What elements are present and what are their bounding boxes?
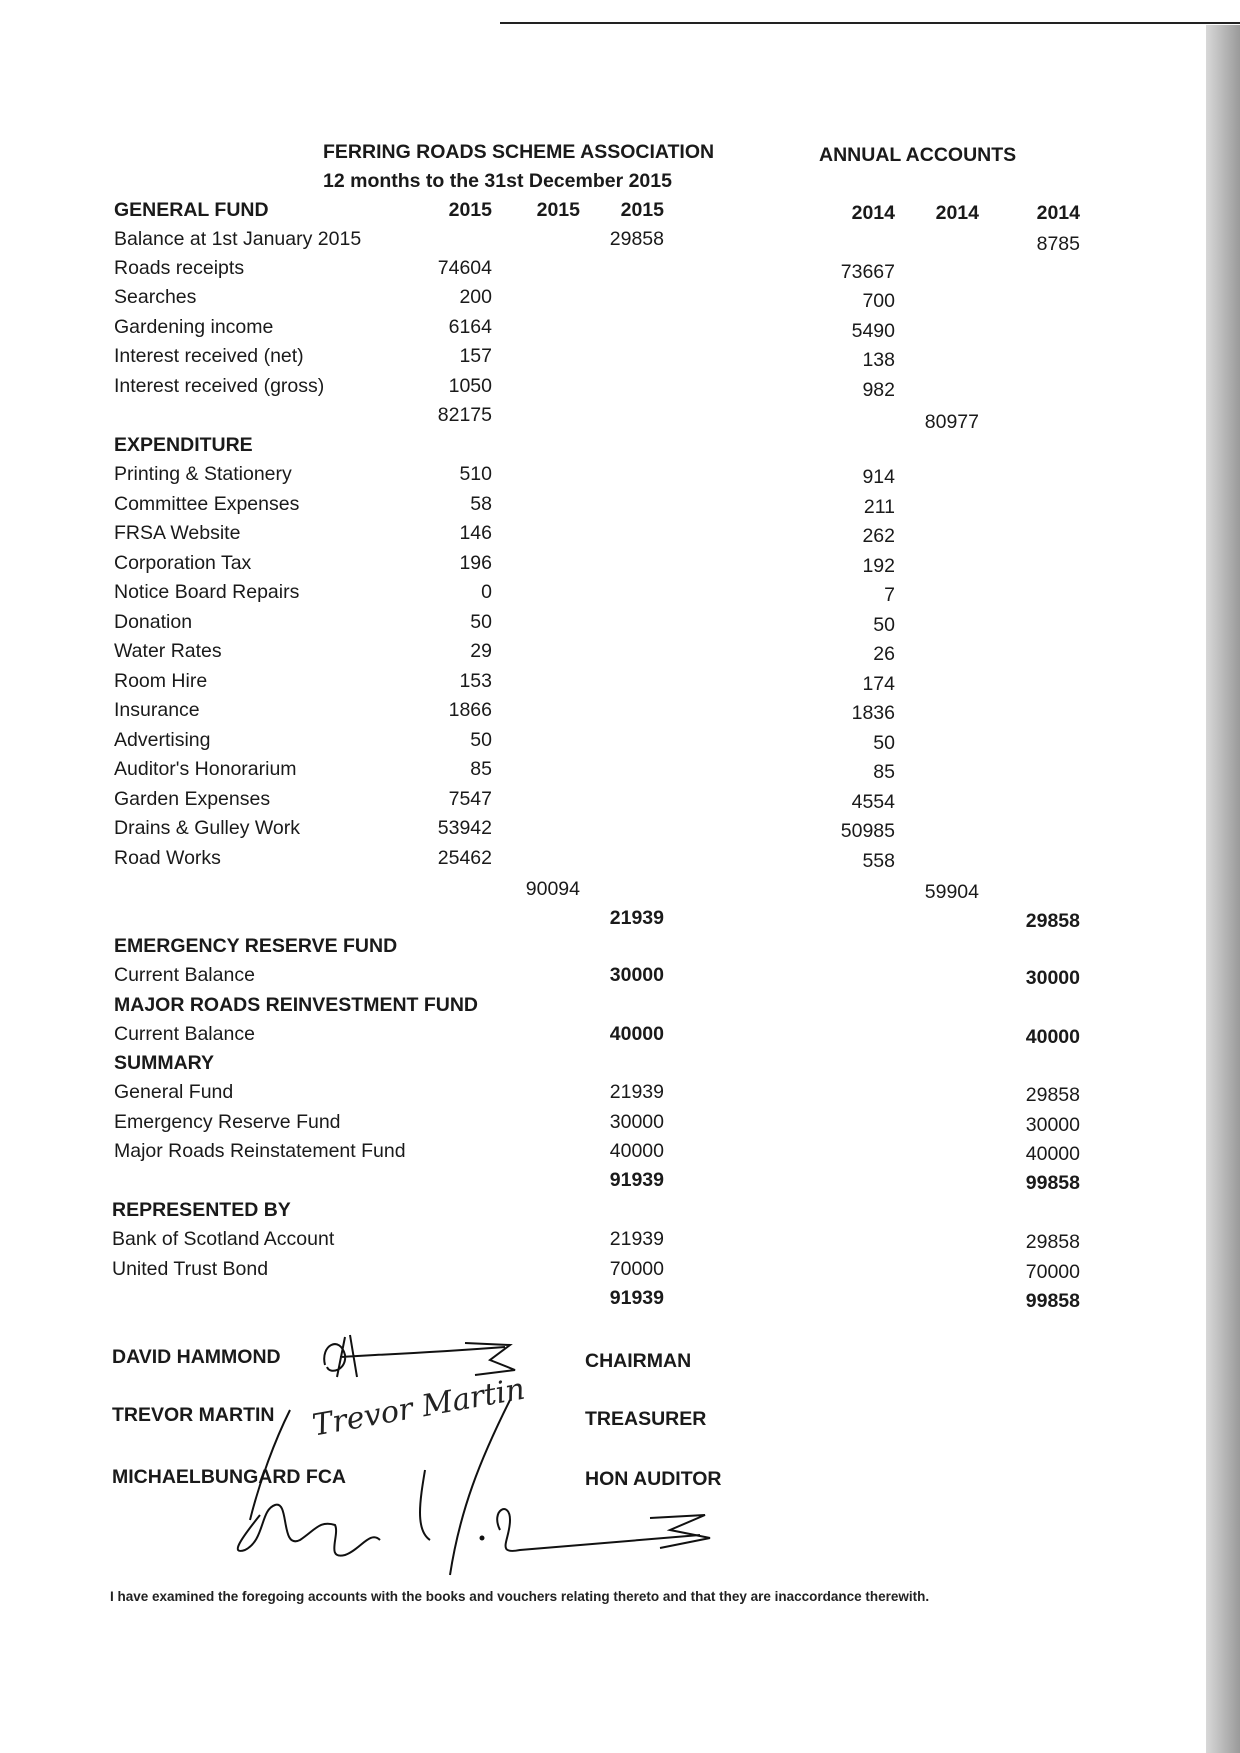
row-label: Insurance bbox=[114, 699, 200, 721]
expense-row bbox=[0, 728, 1240, 752]
expense-row bbox=[0, 669, 1240, 693]
value-2014: 50985 bbox=[840, 820, 895, 842]
value-2014: 50 bbox=[873, 732, 895, 754]
row-label: Searches bbox=[114, 286, 197, 308]
row-label: Balance at 1st January 2015 bbox=[114, 228, 362, 250]
major-roads-balance-row bbox=[0, 1022, 1240, 1046]
col-2014-c: 2014 bbox=[1036, 202, 1080, 224]
row-label: Road Works bbox=[114, 847, 221, 869]
row-label: Current Balance bbox=[114, 1023, 255, 1045]
summary-row bbox=[0, 1110, 1240, 1134]
col-2015-c: 2015 bbox=[620, 199, 664, 221]
value-2015: 40000 bbox=[609, 1023, 664, 1045]
value-2015: 40000 bbox=[609, 1140, 664, 1162]
value-2014: 80977 bbox=[924, 411, 979, 433]
summary-total-row bbox=[0, 1168, 1240, 1192]
value-2014: 29858 bbox=[1025, 1231, 1080, 1253]
row-label: Donation bbox=[114, 611, 193, 633]
income-row bbox=[0, 315, 1240, 342]
value-2015: 50 bbox=[470, 729, 492, 751]
value-2015: 196 bbox=[459, 552, 492, 574]
represented-total-row bbox=[0, 1286, 1240, 1310]
col-2014-a: 2014 bbox=[851, 202, 895, 224]
row-label: Advertising bbox=[114, 729, 211, 751]
opening-balance-row bbox=[0, 227, 1240, 255]
summary-row bbox=[0, 1080, 1240, 1104]
row-label: Auditor's Honorarium bbox=[114, 758, 297, 780]
signatory-role-auditor: HON AUDITOR bbox=[585, 1468, 722, 1490]
represented-by-heading: REPRESENTED BY bbox=[112, 1199, 291, 1221]
value-2015: 146 bbox=[459, 522, 492, 544]
value-2015: 29 bbox=[470, 640, 492, 662]
value-2015: 82175 bbox=[437, 404, 492, 426]
value-2014: 30000 bbox=[1025, 1114, 1080, 1136]
value-2014: 211 bbox=[863, 496, 895, 518]
value-2014: 8785 bbox=[1036, 233, 1080, 255]
row-label: Interest received (gross) bbox=[114, 375, 325, 397]
emergency-reserve-heading: EMERGENCY RESERVE FUND bbox=[114, 935, 398, 957]
value-2015: 58 bbox=[470, 493, 492, 515]
value-2015: 1050 bbox=[448, 375, 492, 397]
row-label: Major Roads Reinstatement Fund bbox=[114, 1140, 406, 1162]
general-fund-balance-row bbox=[0, 906, 1240, 930]
represented-row bbox=[0, 1257, 1240, 1281]
expense-row bbox=[0, 521, 1240, 545]
expense-row bbox=[0, 698, 1240, 722]
auditor-signature-image bbox=[220, 1390, 720, 1590]
value-2014: 4554 bbox=[851, 791, 895, 813]
income-row bbox=[0, 344, 1240, 371]
col-2015-b: 2015 bbox=[536, 199, 580, 221]
row-label: Emergency Reserve Fund bbox=[114, 1111, 341, 1133]
row-label: Gardening income bbox=[114, 316, 274, 338]
expenditure-heading: EXPENDITURE bbox=[114, 434, 253, 456]
income-row bbox=[0, 285, 1240, 312]
value-2014: 59904 bbox=[924, 881, 979, 903]
row-label: Bank of Scotland Account bbox=[112, 1228, 335, 1250]
value-2014: 192 bbox=[862, 555, 895, 577]
general-fund-heading: GENERAL FUND bbox=[114, 199, 269, 221]
value-2014: 7 bbox=[884, 584, 895, 606]
value-2014: 70000 bbox=[1025, 1261, 1080, 1283]
value-2015: 157 bbox=[459, 345, 492, 367]
signatory-name-auditor: MICHAELBUNGARD FCA bbox=[112, 1466, 346, 1488]
value-2015: 21939 bbox=[609, 1228, 664, 1250]
summary-row bbox=[0, 1139, 1240, 1163]
value-2014: 99858 bbox=[1025, 1290, 1080, 1312]
period-subtitle: 12 months to the 31st December 2015 bbox=[323, 170, 672, 192]
expenditure-total-row bbox=[0, 877, 1240, 901]
value-2014: 174 bbox=[862, 673, 895, 695]
col-2015-a: 2015 bbox=[448, 199, 492, 221]
income-row bbox=[0, 374, 1240, 401]
summary-heading: SUMMARY bbox=[114, 1052, 215, 1074]
value-2014: 138 bbox=[862, 349, 895, 371]
value-2014: 40000 bbox=[1025, 1143, 1080, 1165]
value-2015: 510 bbox=[459, 463, 492, 485]
row-label: Notice Board Repairs bbox=[114, 581, 300, 603]
annual-accounts-title: ANNUAL ACCOUNTS bbox=[819, 144, 1017, 166]
value-2015: 6164 bbox=[448, 316, 492, 338]
value-2014: 5490 bbox=[851, 320, 895, 342]
row-label: Committee Expenses bbox=[114, 493, 300, 515]
expense-row bbox=[0, 639, 1240, 663]
value-2015: 7547 bbox=[448, 788, 492, 810]
row-label: Current Balance bbox=[114, 964, 255, 986]
value-2015: 74604 bbox=[437, 257, 492, 279]
signatory-name-treasurer: TREVOR MARTIN bbox=[112, 1404, 275, 1426]
row-label: Water Rates bbox=[114, 640, 222, 662]
signatory-name-chairman: DAVID HAMMOND bbox=[112, 1346, 281, 1368]
value-2015: 0 bbox=[481, 581, 492, 603]
expense-row bbox=[0, 492, 1240, 516]
auditor-statement: I have examined the foregoing accounts with the books and vouchers relating thereto and that they are inaccordance therewith. bbox=[110, 1589, 930, 1604]
value-2014: 262 bbox=[862, 525, 895, 547]
value-2015: 25462 bbox=[437, 847, 492, 869]
emergency-balance-row bbox=[0, 963, 1240, 987]
value-2014: 700 bbox=[862, 290, 895, 312]
row-label: General Fund bbox=[114, 1081, 234, 1103]
value-2014: 26 bbox=[873, 643, 895, 665]
income-total-row bbox=[0, 403, 1240, 433]
expense-row bbox=[0, 610, 1240, 634]
value-2015: 29858 bbox=[609, 228, 664, 250]
value-2015: 90094 bbox=[525, 878, 580, 900]
row-label: Room Hire bbox=[114, 670, 208, 692]
value-2014: 85 bbox=[873, 761, 895, 783]
row-label: Garden Expenses bbox=[114, 788, 271, 810]
value-2014: 99858 bbox=[1025, 1172, 1080, 1194]
expense-row bbox=[0, 787, 1240, 811]
value-2014: 50 bbox=[873, 614, 895, 636]
expense-row bbox=[0, 757, 1240, 781]
expense-row bbox=[0, 846, 1240, 870]
value-2014: 29858 bbox=[1025, 910, 1080, 932]
scan-top-line bbox=[500, 22, 1240, 24]
row-label: FRSA Website bbox=[114, 522, 241, 544]
value-2015: 85 bbox=[470, 758, 492, 780]
association-title: FERRING ROADS SCHEME ASSOCIATION bbox=[323, 141, 715, 163]
value-2015: 70000 bbox=[609, 1258, 664, 1280]
value-2015: 21939 bbox=[609, 907, 664, 929]
income-row bbox=[0, 256, 1240, 283]
value-2014: 558 bbox=[862, 850, 895, 872]
value-2014: 40000 bbox=[1025, 1026, 1080, 1048]
value-2015: 21939 bbox=[609, 1081, 664, 1103]
expense-row bbox=[0, 462, 1240, 486]
row-label: Printing & Stationery bbox=[114, 463, 292, 485]
value-2014: 73667 bbox=[840, 261, 895, 283]
value-2015: 50 bbox=[470, 611, 492, 633]
value-2014: 1836 bbox=[851, 702, 895, 724]
value-2014: 914 bbox=[862, 466, 895, 488]
value-2014: 29858 bbox=[1025, 1084, 1080, 1106]
value-2015: 30000 bbox=[609, 1111, 664, 1133]
expense-row bbox=[0, 551, 1240, 575]
value-2015: 153 bbox=[459, 670, 492, 692]
col-2014-b: 2014 bbox=[935, 202, 979, 224]
value-2015: 53942 bbox=[437, 817, 492, 839]
expense-row bbox=[0, 816, 1240, 840]
treasurer-signature-text: Trevor Martin bbox=[309, 1371, 528, 1444]
row-label: Drains & Gulley Work bbox=[114, 817, 301, 839]
value-2014: 982 bbox=[862, 379, 895, 401]
expense-row bbox=[0, 580, 1240, 604]
represented-row bbox=[0, 1227, 1240, 1251]
row-label: Roads receipts bbox=[114, 257, 245, 279]
column-header-row bbox=[0, 198, 1240, 222]
row-label: Interest received (net) bbox=[114, 345, 304, 367]
value-2014: 30000 bbox=[1025, 967, 1080, 989]
major-roads-heading: MAJOR ROADS REINVESTMENT FUND bbox=[114, 994, 479, 1016]
value-2015: 91939 bbox=[609, 1287, 664, 1309]
row-label: United Trust Bond bbox=[112, 1258, 269, 1280]
value-2015: 30000 bbox=[609, 964, 664, 986]
value-2015: 200 bbox=[459, 286, 492, 308]
signatory-role-chairman: CHAIRMAN bbox=[585, 1350, 692, 1372]
signatory-role-treasurer: TREASURER bbox=[585, 1408, 707, 1430]
value-2015: 1866 bbox=[448, 699, 492, 721]
value-2015: 91939 bbox=[609, 1169, 664, 1191]
row-label: Corporation Tax bbox=[114, 552, 252, 574]
